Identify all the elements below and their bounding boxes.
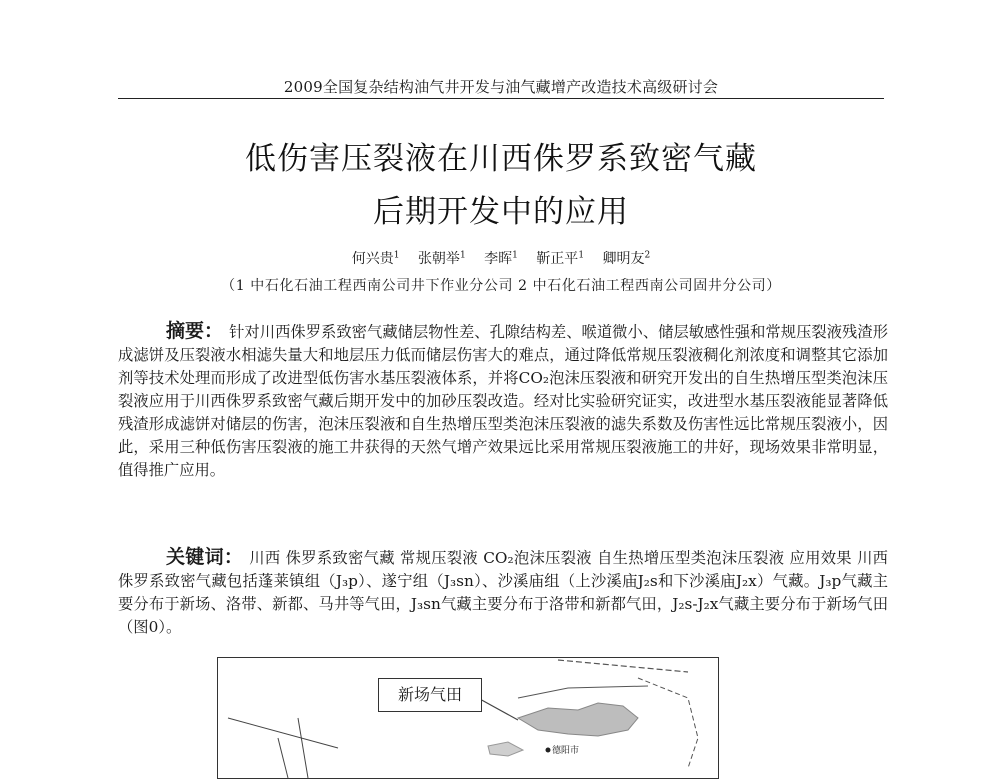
keywords-text: 川西 侏罗系致密气藏 常规压裂液 CO₂泡沫压裂液 自生热增压型类泡沫压裂液 应用效果 川西侏罗系致密气藏包括蓬莱镇组（J₃p）、遂宁组（J₃sn）、沙溪庙组（上沙溪庙J₂s和下沙溪庙J₂x）气藏。J₃p气藏主要分布于新场、洛带、新都、马井等气田，J₃sn气藏主要分布于洛带和新都气田，J₂s-J₂x气藏主要分布于新场气田（图0）。: [118, 549, 888, 636]
gas-field-map-figure: [217, 657, 719, 779]
keywords: [118, 546, 888, 639]
abstract-label: 摘要：: [166, 320, 224, 342]
conference-header: 2009全国复杂结构油气井开发与油气藏增产改造技术高级研讨会: [283, 78, 719, 96]
abstract: [118, 320, 888, 482]
map-label-deyang: 德阳市: [552, 746, 580, 756]
author: 靳正平$^1$: [536, 250, 585, 267]
map-callout-xinchang: 新场气田: [378, 678, 482, 712]
header-rule: [118, 98, 884, 99]
author: 李晖$^1$: [484, 250, 518, 267]
paper-title-line2: 后期开发中的应用: [373, 194, 629, 230]
paper-title-line1: 低伤害压裂液在川西侏罗系致密气藏: [245, 141, 757, 177]
map-drawing: [218, 658, 718, 778]
abstract-text: 针对川西侏罗系致密气藏储层物性差、孔隙结构差、喉道微小、储层敏感性强和常规压裂液残渣形成滤饼及压裂液水相滤失量大和地层压力低而储层伤害大的难点，通过降低常规压裂液稠化剂浓度和调整其它添加剂等技术处理而形成了改进型低伤害水基压裂液体系，并将CO₂泡沫压裂液和研究开发出的自生热增压型类泡沫压裂液应用于川西侏罗系致密气藏后期开发中的加砂压裂改造。经对比实验研究证实，改进型水基压裂液能显著降低残渣形成滤饼对储层的伤害，泡沫压裂液和自生热增压型类泡沫压裂液的滤失系数及伤害性远比常规压裂液小，因此，采用三种低伤害压裂液的施工井获得的天然气增产效果远比采用常规压裂液施工的井好，现场效果非常明显，值得推广应用。: [118, 323, 888, 479]
author: 卿明友$^2$: [602, 250, 651, 267]
keywords-label: 关键词：: [166, 546, 244, 568]
author: 何兴贵$^1$: [351, 250, 400, 267]
author: 张朝举$^1$: [417, 250, 466, 267]
author-list: [118, 248, 884, 268]
affiliations: （1 中石化石油工程西南公司井下作业分公司 2 中石化石油工程西南公司固井分公司）: [221, 278, 781, 294]
